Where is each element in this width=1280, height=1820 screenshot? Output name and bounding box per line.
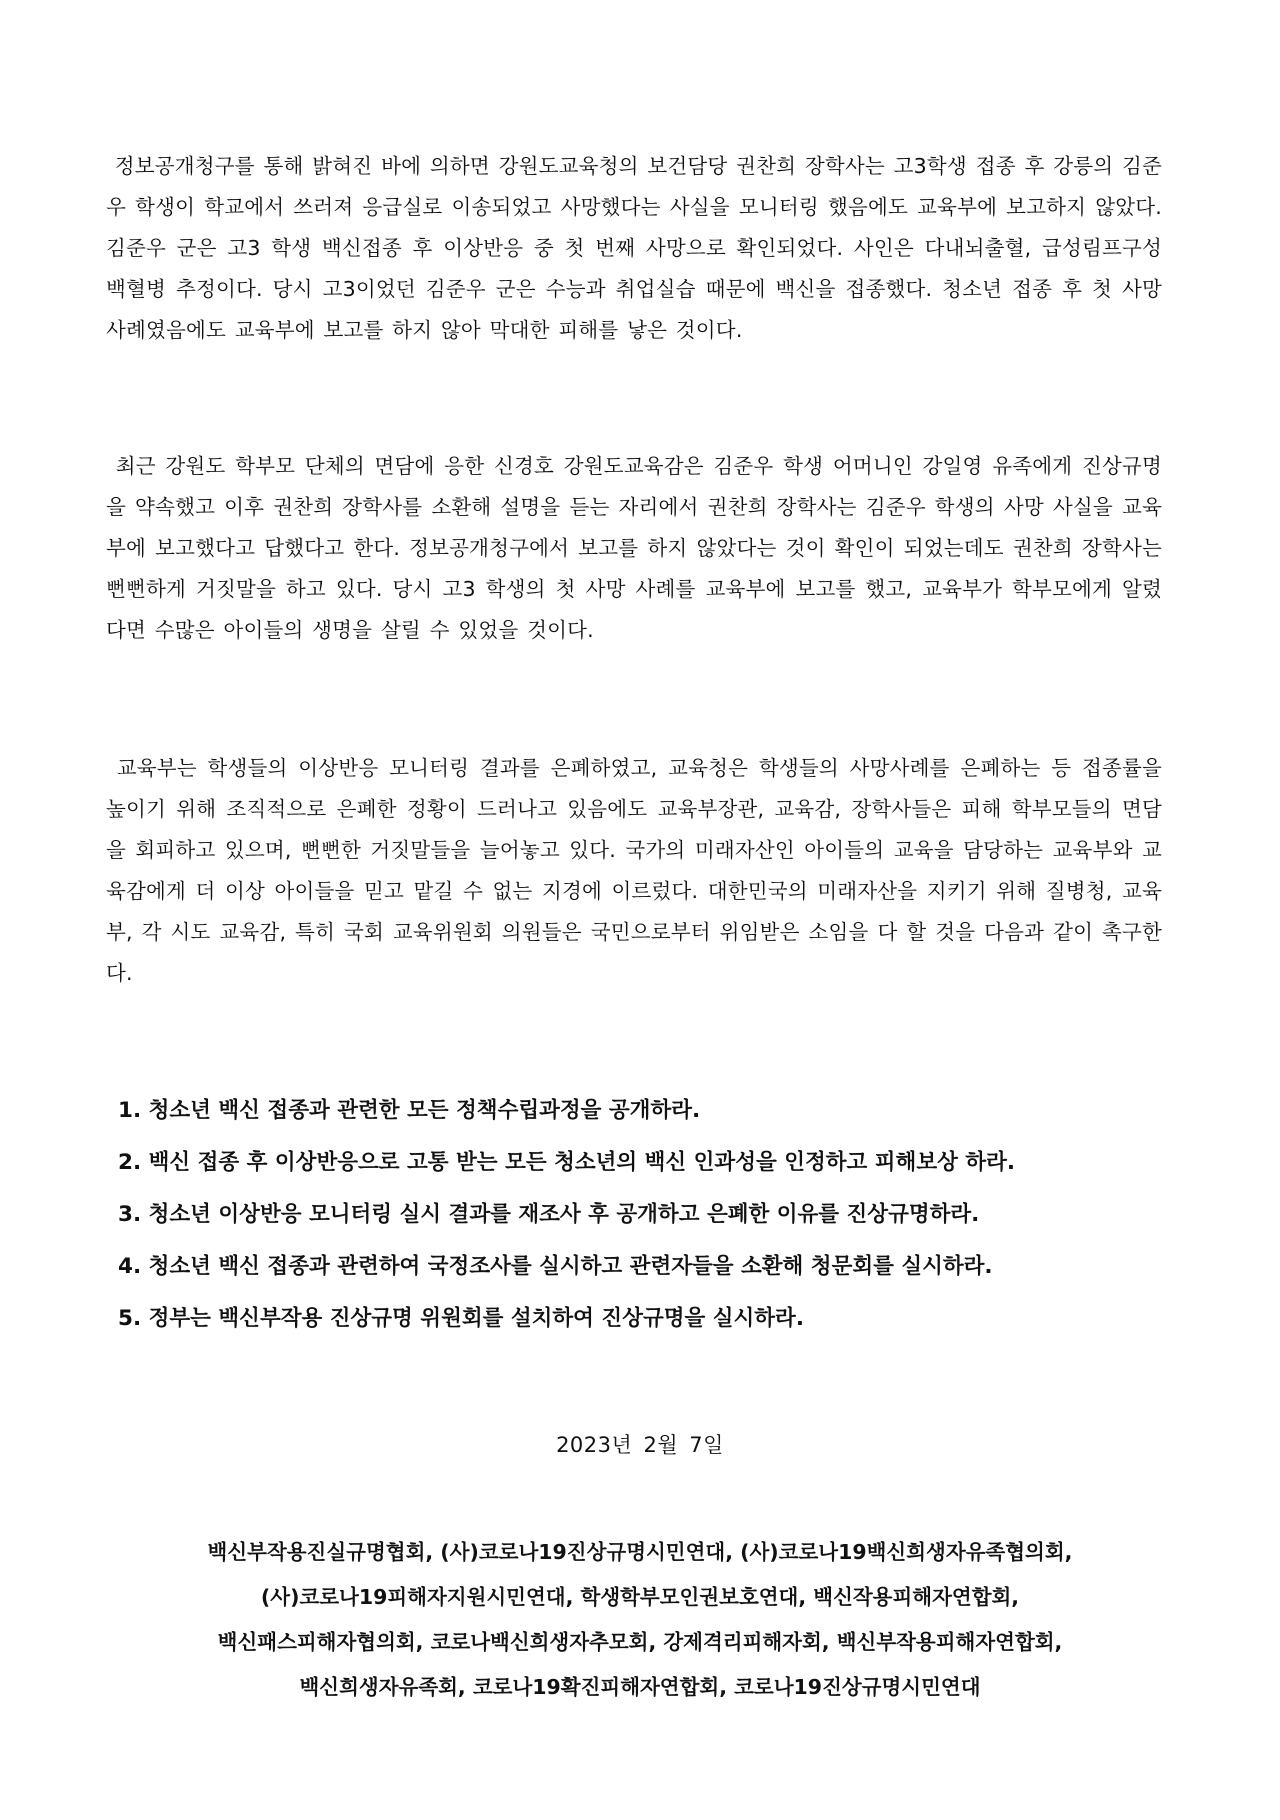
organization-line-3: 백신패스피해자협의회, 코로나백신희생자추모회, 강제격리피해자회, 백신부작용피해자연합회, [217, 1630, 1063, 1654]
document-date: 2023년 2월 7일 [556, 1433, 724, 1457]
organization-line-2: (사)코로나19피해자지원시민연대, 학생학부모인권보호연대, 백신작용피해자연합회, [260, 1585, 1020, 1609]
body-paragraph-2: 최근 강원도 학부모 단체의 면담에 응한 신경호 강원도교육감은 김준우 학생 어머니인 강일영 유족에게 진상규명을 약속했고 이후 권찬희 장학사를 소환해 설명을 듣는 자리에서 권찬희 장학사는 김준우 학생의 사망 사실을 교육부에 보고했다고 답했다고 한다. 정보공개청구에서 보고를 하지 않았다는 것이 확인이 되었는데도 권찬희 장학사는 뻔뻔하게 거짓말을 하고 있다. 당시 고3 학생의 첫 사망 사례를 교육부에 보고를 했고, 교육부가 학부모에게 알렸다면 수많은 아이들의 생명을 살릴 수 있었을 것이다. [106, 454, 1162, 642]
demands-list [118, 1085, 1178, 1345]
demand-item-2: 2. 백신 접종 후 이상반응으로 고통 받는 모든 청소년의 백신 인과성을 인정하고 피해보상 하라. [118, 1150, 1016, 1175]
demand-item-5: 5. 정부는 백신부작용 진상규명 위원회를 설치하여 진상규명을 실시하라. [118, 1306, 804, 1331]
organization-line-4: 백신희생자유족회, 코로나19확진피해자연합회, 코로나19진상규명시민연대 [299, 1675, 981, 1699]
signatory-organizations [0, 1530, 1280, 1710]
demand-item-1: 1. 청소년 백신 접종과 관련한 모든 정책수립과정을 공개하라. [118, 1098, 701, 1123]
body-paragraph-1: 정보공개청구를 통해 밝혀진 바에 의하면 강원도교육청의 보건담당 권찬희 장학사는 고3학생 접종 후 강릉의 김준우 학생이 학교에서 쓰러져 응급실로 이송되었고 사망했다는 사실을 모니터링 했음에도 교육부에 보고하지 않았다. 김준우 군은 고3 학생 백신접종 후 이상반응 중 첫 번째 사망으로 확인되었다. 사인은 다내뇌출혈, 급성림프구성 백혈병 추정이다. 당시 고3이었던 김준우 군은 수능과 취업실습 때문에 백신을 접종했다. 청소년 접종 후 첫 사망사례였음에도 교육부에 보고를 하지 않아 막대한 피해를 낳은 것이다. [106, 154, 1162, 342]
demand-item-3: 3. 청소년 이상반응 모니터링 실시 결과를 재조사 후 공개하고 은폐한 이유를 진상규명하라. [118, 1202, 980, 1227]
organization-line-1: 백신부작용진실규명협회, (사)코로나19진상규명시민연대, (사)코로나19백신희생자유족협의회, [207, 1540, 1073, 1564]
body-paragraph-3: 교육부는 학생들의 이상반응 모니터링 결과를 은폐하였고, 교육청은 학생들의 사망사례를 은폐하는 등 접종률을 높이기 위해 조직적으로 은폐한 정황이 드러나고 있음에도 교육부장관, 교육감, 장학사들은 피해 학부모들의 면담을 회피하고 있으며, 뻔뻔한 거짓말들을 늘어놓고 있다. 국가의 미래자산인 아이들의 교육을 담당하는 교육부와 교육감에게 더 이상 아이들을 믿고 맡길 수 없는 지경에 이르렀다. 대한민국의 미래자산을 지키기 위해 질병청, 교육부, 각 시도 교육감, 특히 국회 교육위원회 의원들은 국민으로부터 위임받은 소임을 다 할 것을 다음과 같이 촉구한다. [106, 756, 1162, 985]
demand-item-4: 4. 청소년 백신 접종과 관련하여 국정조사를 실시하고 관련자들을 소환해 청문회를 실시하라. [118, 1254, 993, 1279]
